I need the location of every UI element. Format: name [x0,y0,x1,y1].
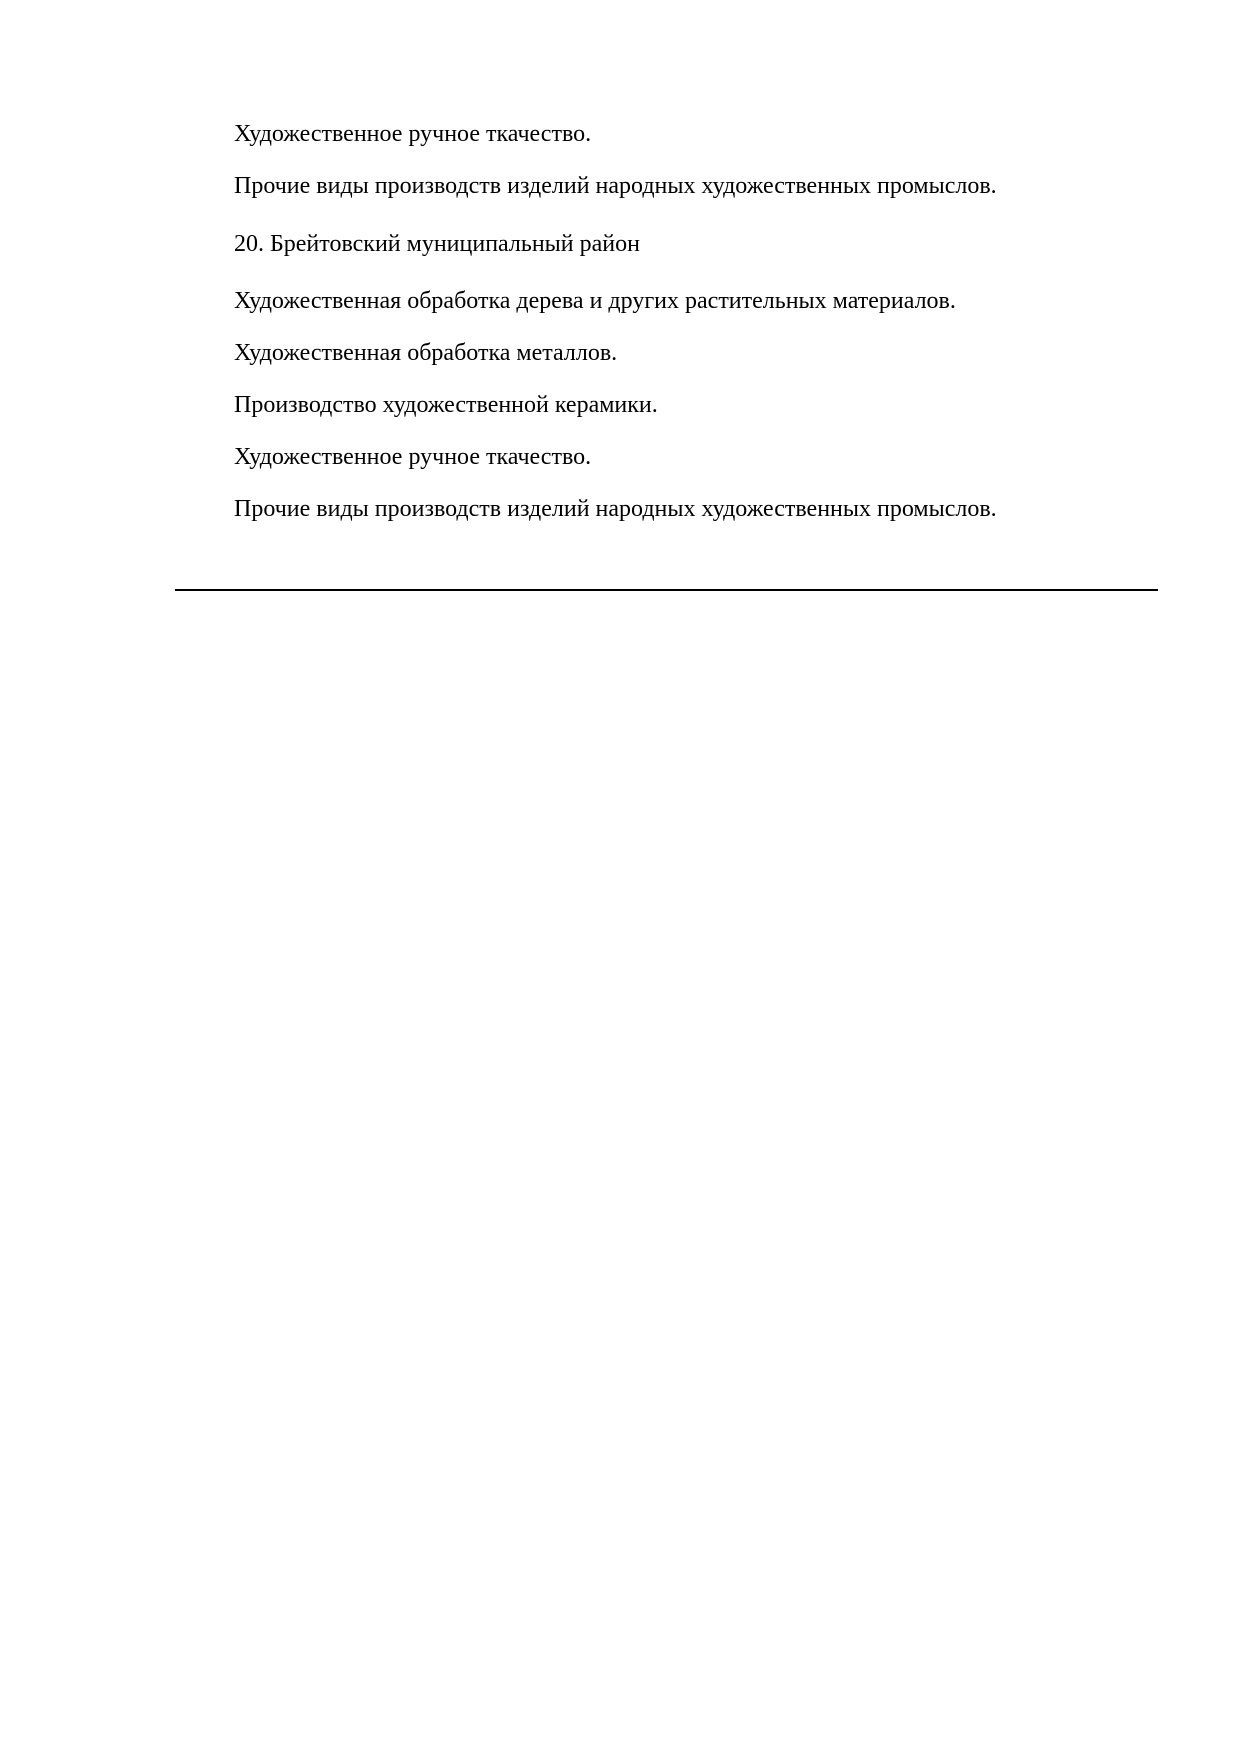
horizontal-rule [175,589,1158,591]
list-item-weaving: Художественное ручное ткачество. [234,121,592,147]
list-item-other-crafts: Прочие виды производств изделий народных художественных промыслов. [234,173,997,199]
list-item-metal-processing: Художественная обработка металлов. [234,340,618,366]
section-heading-district: 20. Брейтовский муниципальный район [234,231,640,257]
list-item-ceramics: Производство художественной керамики. [234,392,658,418]
list-item-wood-processing: Художественная обработка дерева и других растительных материалов. [234,288,956,314]
list-item-weaving-2: Художественное ручное ткачество. [234,444,592,470]
list-item-other-crafts-2: Прочие виды производств изделий народных художественных промыслов. [234,496,997,522]
